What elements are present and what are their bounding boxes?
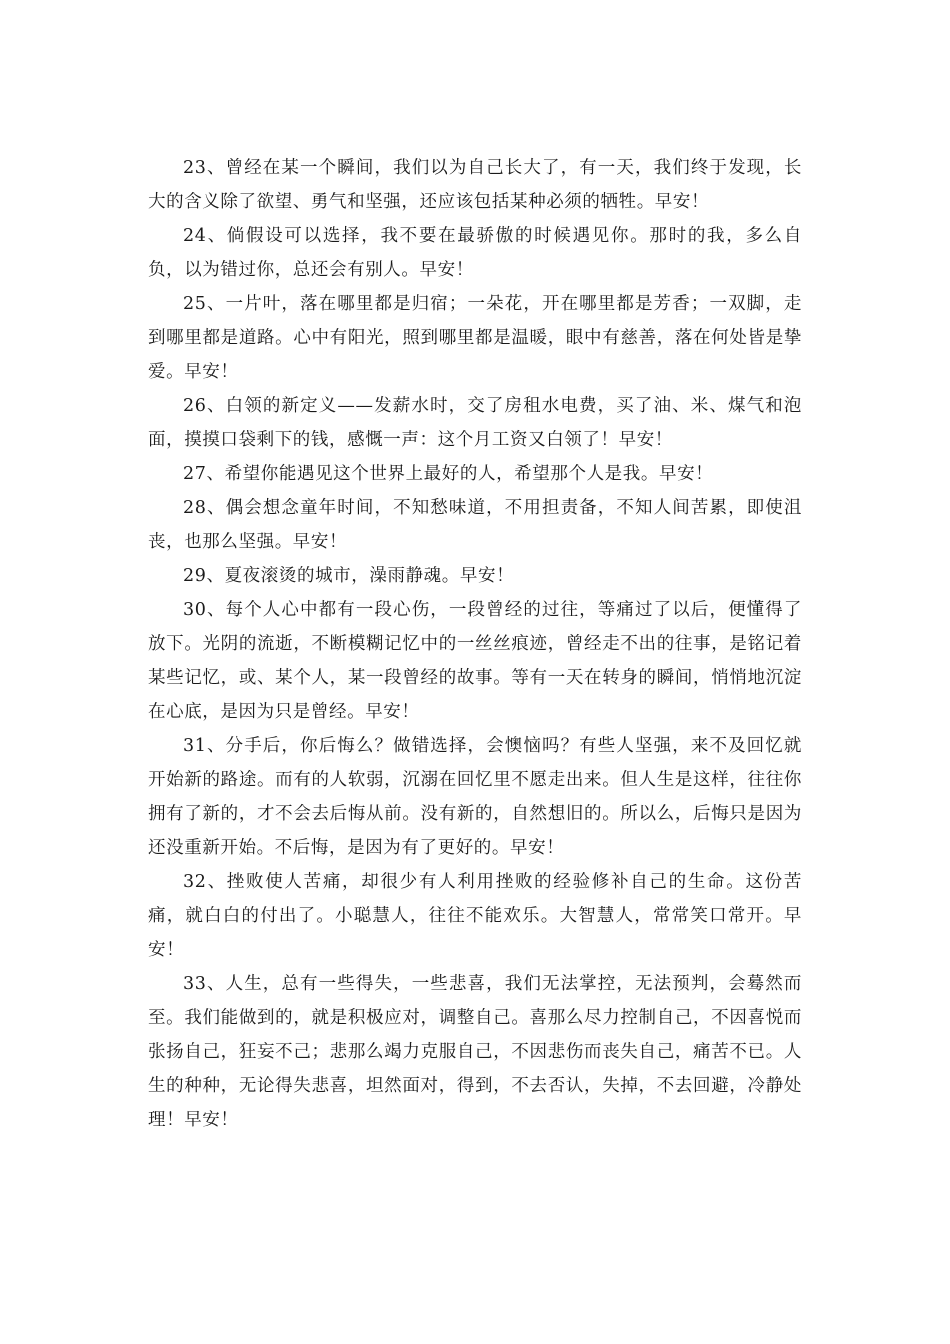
entry-33: 33、人生，总有一些得失，一些悲喜，我们无法掌控，无法预判，会蓦然而至。我们能做到的，就是积极应对，调整自己。喜那么尽力控制自己，不因喜悦而张扬自己，狂妄不己；悲那么竭力克服自己，不因悲伤而丧失自己，痛苦不已。人生的种种，无论得失悲喜，坦然面对，得到，不去否认，失掉，不去回避，冷静处理！早安！ xyxy=(148,974,802,1130)
entry-30: 30、每个人心中都有一段心伤，一段曾经的过往，等痛过了以后，便懂得了放下。光阴的流逝，不断模糊记忆中的一丝丝痕迹，曾经走不出的往事，是铭记着某些记忆，或、某个人，某一段曾经的故事。等有一天在转身的瞬间，悄悄地沉淀在心底，是因为只是曾经。早安！ xyxy=(148,600,802,722)
entry-31: 31、分手后，你后悔么？做错选择，会懊恼吗？有些人坚强，来不及回忆就开始新的路途。而有的人软弱，沉溺在回忆里不愿走出来。但人生是这样，往往你拥有了新的，才不会去后悔从前。没有新的，自然想旧的。所以么，后悔只是因为还没重新开始。不后悔，是因为有了更好的。早安！ xyxy=(148,736,802,858)
entry-26: 26、白领的新定义——发薪水时，交了房租水电费，买了油、米、煤气和泡面，摸摸口袋剩下的钱，感慨一声：这个月工资又白领了！早安！ xyxy=(148,396,802,450)
entry-24: 24、倘假设可以选择，我不要在最骄傲的时候遇见你。那时的我，多么自负，以为错过你，总还会有别人。早安！ xyxy=(148,226,802,280)
entry-27: 27、希望你能遇见这个世界上最好的人，希望那个人是我。早安！ xyxy=(183,464,714,484)
entry-29: 29、夏夜滚烫的城市，澡雨静魂。早安！ xyxy=(183,566,515,586)
entry-32: 32、挫败使人苦痛，却很少有人利用挫败的经验修补自己的生命。这份苦痛，就白白的付出了。小聪慧人，往往不能欢乐。大智慧人，常常笑口常开。早安！ xyxy=(148,872,802,960)
entry-23: 23、曾经在某一个瞬间，我们以为自己长大了，有一天，我们终于发现，长大的含义除了欲望、勇气和坚强，还应该包括某种必须的牺牲。早安！ xyxy=(148,158,802,212)
entry-25: 25、一片叶，落在哪里都是归宿；一朵花，开在哪里都是芳香；一双脚，走到哪里都是道路。心中有阳光，照到哪里都是温暖，眼中有慈善，落在何处皆是挚爱。早安！ xyxy=(148,294,802,382)
entry-28: 28、偶会想念童年时间，不知愁味道，不用担责备，不知人间苦累，即使沮丧，也那么坚强。早安！ xyxy=(148,498,802,552)
entry-list xyxy=(148,151,802,1137)
